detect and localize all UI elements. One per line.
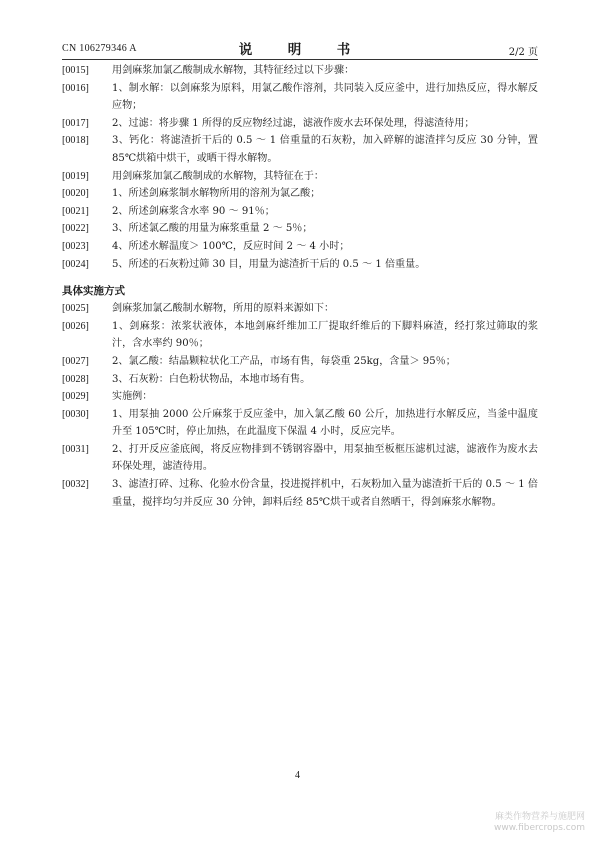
- paragraph: [62, 80, 538, 115]
- paragraph: [62, 256, 538, 274]
- site-watermark: [494, 812, 585, 834]
- paragraph-text: 用剑麻浆加氯乙酸制成的水解物，其特征在于：: [112, 170, 324, 182]
- paragraph: [62, 168, 538, 186]
- paragraph: [62, 300, 538, 318]
- publication-number: CN 106279346 A: [62, 43, 137, 54]
- paragraph-text: 5、所述的石灰粉过筛 30 目，用量为滤渣折干后的 0.5 ～ 1 倍重量。: [112, 258, 426, 270]
- paragraph-text: 2、所述剑麻浆含水率 90 ～ 91％；: [112, 205, 275, 217]
- paragraph: [62, 62, 538, 80]
- paragraph-text: 1、剑麻浆：浓浆状液体，本地剑麻纤维加工厂提取纤维后的下脚料麻渣，经打浆过筛取的浆汁，含水率约 90％；: [112, 320, 538, 350]
- paragraph: [62, 185, 538, 203]
- paragraph-number: [0022]: [62, 223, 89, 235]
- paragraph-text: 4、所述水解温度＞ 100℃，反应时间 2 ～ 4 小时；: [112, 240, 350, 252]
- header-divider: [62, 59, 538, 60]
- paragraph-number: [0028]: [62, 373, 89, 385]
- paragraph-number: [0024]: [62, 258, 89, 270]
- paragraph-text: 3、滤渣打碎、过称、化验水份含量，投进搅拌机中，石灰粉加入量为滤渣折干后的 0.5 ～ 1 倍重量，搅拌均匀并反应 30 分钟，卸料后经 85℃烘干或者自然晒干，得剑麻浆水解物。: [112, 479, 538, 508]
- paragraph-number: [0030]: [62, 408, 89, 420]
- paragraph-number: [0026]: [62, 320, 89, 332]
- paragraph-number: [0023]: [62, 240, 89, 252]
- paragraph-text: 1、用泵抽 2000 公斤麻浆于反应釜中，加入氯乙酸 60 公斤，加热进行水解反应，当釜中温度升至 105℃时，停止加热，在此温度下保温 4 小时，反应完毕。: [112, 408, 538, 438]
- paragraph-number: [0027]: [62, 355, 89, 367]
- embodiment-paragraphs: [62, 300, 538, 511]
- paragraph: [62, 203, 538, 221]
- paragraph-text: 1、制水解：以剑麻浆为原料，用氯乙酸作溶剂，共同装入反应釜中，进行加热反应，得水解反应物；: [112, 82, 538, 112]
- page-header: [62, 38, 538, 58]
- paragraph: [62, 476, 538, 511]
- paragraph-number: [0031]: [62, 443, 89, 455]
- paragraph-number: [0017]: [62, 117, 89, 129]
- paragraph: [62, 441, 538, 476]
- paragraph-text: 3、钙化：将滤渣折干后的 0.5 ～ 1 倍重量的石灰粉，加入碎解的滤渣拌匀反应 30 分钟，置 85℃烘箱中烘干，或晒干得水解物。: [112, 135, 538, 164]
- paragraph-number: [0029]: [62, 391, 89, 403]
- paragraph-text: 剑麻浆加氯乙酸制水解物，所用的原料来源如下：: [112, 303, 335, 315]
- paragraph-text: 3、所述氯乙酸的用量为麻浆重量 2 ～ 5％；: [112, 223, 313, 235]
- paragraph-number: [0020]: [62, 188, 89, 200]
- paragraph-text: 2、打开反应釜底阀，将反应物排到不锈钢容器中，用泵抽至板框压滤机过滤，滤液作为废水去环保处理，滤渣待用。: [112, 443, 538, 473]
- page-indicator: 2/2 页: [508, 47, 538, 58]
- paragraph: [62, 371, 538, 389]
- document-title: 说 明 书: [238, 42, 362, 58]
- paragraph: [62, 132, 538, 167]
- paragraph-text: 3、石灰粉：白色粉状物品，本地市场有售。: [112, 373, 311, 385]
- paragraph-number: [0018]: [62, 135, 89, 147]
- watermark-url: www.fibercrops.com: [494, 823, 585, 833]
- paragraph: [62, 388, 538, 406]
- paragraph-number: [0021]: [62, 205, 89, 217]
- paragraph-number: [0016]: [62, 82, 89, 94]
- paragraph-text: 实施例：: [112, 391, 153, 403]
- claims-paragraphs: [62, 62, 538, 273]
- watermark-site-name: 麻类作物营养与施肥网: [494, 812, 585, 822]
- section-heading: 具体实施方式: [62, 285, 125, 298]
- paragraph-text: 用剑麻浆加氯乙酸制成水解物，其特征经过以下步骤：: [112, 65, 355, 76]
- paragraph: [62, 115, 538, 133]
- paragraph: [62, 318, 538, 353]
- paragraph: [62, 238, 538, 256]
- page-number: 4: [295, 770, 300, 781]
- paragraph-text: 2、氯乙酸：结晶颗粒状化工产品，市场有售，每袋重 25kg，含量＞ 95％；: [112, 355, 456, 367]
- paragraph-text: 2、过滤：将步骤 1 所得的反应物经过滤，滤液作废水去环保处理，得滤渣待用；: [112, 117, 475, 129]
- document-body: [62, 62, 538, 511]
- paragraph-number: [0025]: [62, 303, 89, 315]
- paragraph-number: [0015]: [62, 65, 89, 76]
- paragraph-text: 1、所述剑麻浆制水解物所用的溶剂为氯乙酸；: [112, 188, 321, 200]
- paragraph-number: [0019]: [62, 170, 89, 182]
- paragraph: [62, 220, 538, 238]
- paragraph: [62, 353, 538, 371]
- paragraph: [62, 406, 538, 441]
- paragraph-number: [0032]: [62, 479, 89, 491]
- section-gap: [62, 273, 538, 282]
